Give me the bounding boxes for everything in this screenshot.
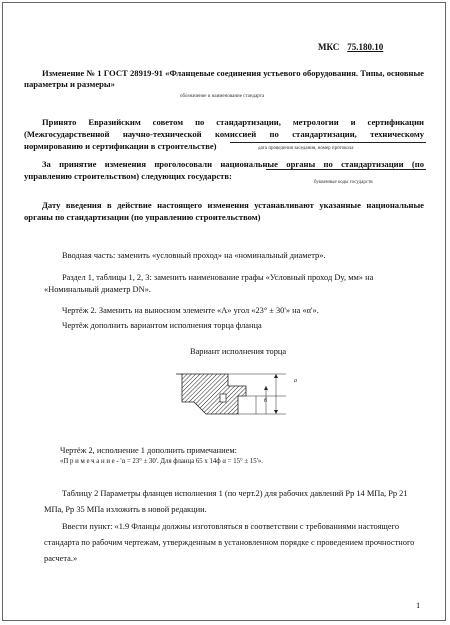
note-intro: Чертёж 2, исполнение 1 дополнить примечанием: xyxy=(60,446,237,455)
adopted-caption: дата проведения заседания, номер протокола xyxy=(258,146,354,151)
dimension-label-a: а xyxy=(294,378,297,384)
amendment-title: Изменение № 1 ГОСТ 28919-91 «Фланцевые соединения устьевого оборудования. Типы, основные параметры и размеры» xyxy=(24,68,424,89)
item-2: Раздел 1, таблицы 1, 2, 3: заменить наименование графы «Условный проход Dy, мм» на «Номинальный диаметр DN». xyxy=(44,273,374,294)
dimension-label-b: б xyxy=(264,398,268,404)
voted-caption: буквенные коды государств xyxy=(314,180,373,185)
item-4: Чертёж дополнить вариантом исполнения торца фланца xyxy=(62,321,262,330)
note-text: «П р и м е ч а н и е - 'α = 23° ± 30'. Для фланца 65 х 14ф α = 15° ± 15'». xyxy=(60,458,263,465)
voted-text: За принятие изменения проголосовали национальные органы по стандартизации (по управлению строительством) следующих государств: xyxy=(24,159,424,181)
adopted-text: Принято Евразийским советом по стандартизации, метрологии и сертификации (Межгосударственной научно-технической комиссией по стандартизации, техническому нормированию и сертификации в строительстве) xyxy=(24,117,424,151)
mks-code: МКС 75.180.10 xyxy=(318,42,384,52)
page-number: 1 xyxy=(416,601,421,610)
effective-text: Дату введения в действие настоящего изменения устанавливают указанные национальные органы по стандартизации (по управлению строительством) xyxy=(24,200,424,222)
title-caption: обозначение и наименование стандарта xyxy=(180,94,265,99)
figure-caption: Вариант исполнения торца xyxy=(190,347,287,356)
item-1: Вводная часть: заменить «условный проход» на «номинальный диаметр». xyxy=(62,251,326,260)
flange-end-drawing xyxy=(176,368,296,428)
insert-item-text: Ввести пункт: «1.9 Фланцы должны изготовляться в соответствии с требованиями настоящего стандарта по рабочим чертежам, утвержденным в установленном порядке с проведением прочностного расчета.» xyxy=(44,522,415,563)
states-line xyxy=(266,169,426,170)
item-3: Чертёж 2. Заменить на выносном элементе «А» угол «23° ± 30'» на «α'». xyxy=(62,306,319,315)
date-line xyxy=(230,142,426,143)
table-2-text: Таблицу 2 Параметры фланцев исполнения 1 (по черт.2) для рабочих давлений Рр 14 МПа, Рр 21 МПа, Рр 35 МПа изложить в новой редакции. xyxy=(44,489,408,514)
